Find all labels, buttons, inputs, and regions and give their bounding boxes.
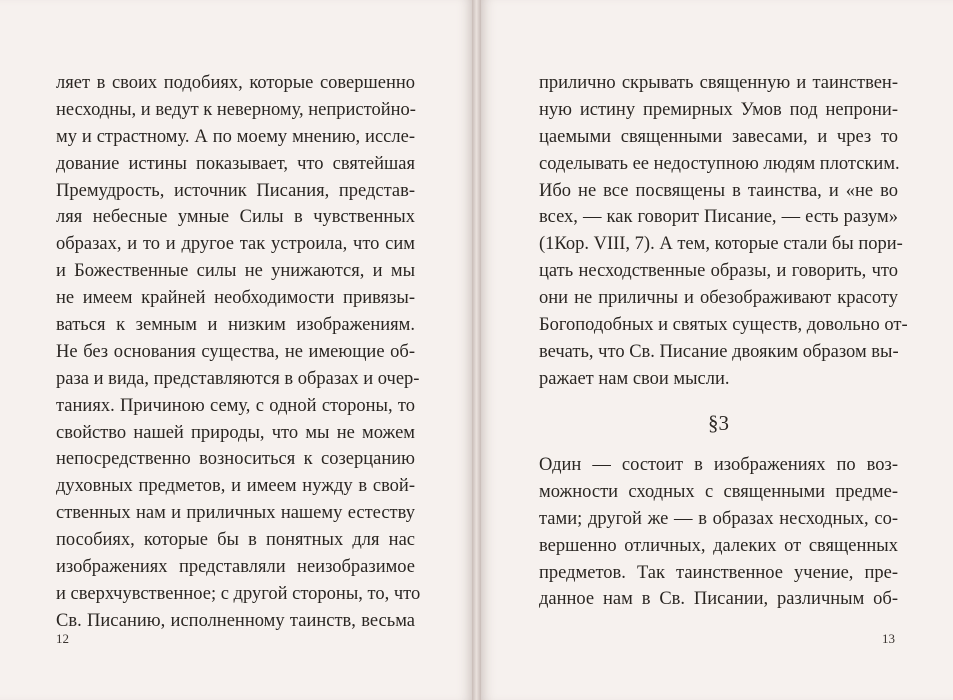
text-line: Премудрость, источник Писания, представ- [56,180,415,201]
text-line: тами; другой же — в образах несходных, со- [539,508,898,529]
text-line: вечать, что Св. Писание двояким образом вы- [539,341,899,362]
text-line: непосредственно возноситься к созерцанию [56,449,415,470]
text-line: Ибо не все посвящены в таинства, и «не во [539,180,898,201]
text-line: духовных предметов, и имеем нужду в свой- [56,476,415,497]
text-line: свойство нашей природы, что мы не можем [56,422,415,443]
right-page-text-bottom [539,452,898,613]
text-line: ляя небесные умные Силы в чувственных [56,207,415,228]
text-line: предметов. Так таинственное учение, пре- [539,562,898,583]
text-line: они не приличны и обезображивают красоту [539,288,898,309]
text-line: можности сходных с священными предме- [539,481,898,502]
right-page-text-top [539,70,908,393]
text-line: изображениях представляли неизобразимое [56,557,415,578]
text-line: и сверхчувственное; с другой стороны, то, что [56,583,421,604]
text-line: ражает нам свои мысли. [539,368,730,389]
text-line: цать несходственные образы, и говорить, что [539,261,898,282]
text-line: данное нам в Св. Писании, различным об- [539,589,898,610]
text-line: раза и вида, представляются в образах и очер- [56,368,420,389]
text-line: Не без основания существа, не имеющие об- [56,341,415,362]
text-line: образах, и то и другое так устроила, что сим [56,234,415,255]
text-line: несходны, и ведут к неверному, непристойно- [56,99,416,120]
page-number-left: 12 [56,631,69,646]
text-line: прилично скрывать священную и таинствен- [539,73,898,93]
text-line: (1Кор. VIII, 7). А тем, которые стали бы пори- [539,234,903,255]
text-line: ваться к земным и низким изображениям. [56,315,415,336]
text-line: цаемыми священными завесами, и чрез то [539,126,898,147]
section-heading: §3 [708,411,729,435]
text-line: му и страстному. А по моему мнению, иссле- [56,126,415,147]
left-page-text [56,70,421,635]
text-line: дование истины показывает, что святейшая [56,153,415,174]
text-line: вершенно отличных, далеких от священных [539,535,898,556]
text-line: пособиях, которые бы в понятных для нас [56,530,415,551]
page-number-right: 13 [882,631,895,646]
text-line: ляет в своих подобиях, которые совершенно [56,73,415,93]
text-line: таниях. Причиною сему, с одной стороны, то [56,395,415,416]
text-line: всех, — как говорит Писание, — есть разум» [539,207,898,228]
text-line: и Божественные силы не унижаются, и мы [56,261,415,282]
text-line: ственных нам и приличных нашему естеству [56,503,415,524]
text-line: соделывать ее недоступною людям плотским. [539,153,900,174]
text-line: Один — состоит в изображениях по воз- [539,455,898,475]
text-line: Св. Писанию, исполненному таинств, весьма [56,610,415,631]
text-line: ную истину премирных Умов под непрони- [539,99,898,120]
book-gutter [472,0,481,700]
text-line: не имеем крайней необходимости привязы- [56,288,415,309]
text-line: Богоподобных и святых существ, довольно от- [539,315,908,336]
